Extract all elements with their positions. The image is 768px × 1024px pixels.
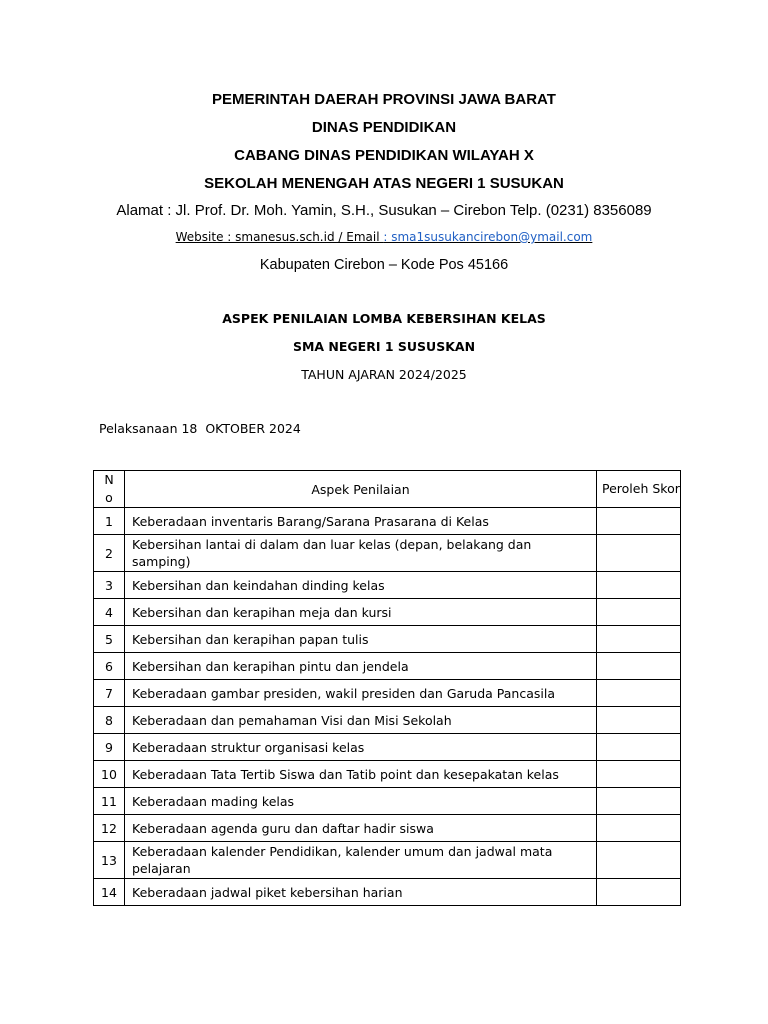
header-no: No [94,471,125,508]
row-number: 11 [94,788,125,815]
header-kabupaten: Kabupaten Cirebon – Kode Pos 45166 [259,257,509,273]
row-aspek: Kebersihan dan kerapihan papan tulis [125,626,597,653]
score-cell[interactable] [597,535,681,572]
row-number: 3 [94,572,125,599]
header-aspek: Aspek Penilaian [125,471,597,508]
table-row [94,815,681,842]
table-row [94,761,681,788]
website-label: Website : smanesus.sch.id / Email [175,230,384,244]
row-number: 9 [94,734,125,761]
header-address: Alamat : Jl. Prof. Dr. Moh. Yamin, S.H., Susukan – Cirebon Telp. (0231) 8356089 [116,202,652,219]
score-cell[interactable] [597,680,681,707]
row-aspek: Kebersihan dan kerapihan pintu dan jendela [125,653,597,680]
score-cell[interactable] [597,572,681,599]
table-row [94,788,681,815]
header-skor: Peroleh Skor [597,471,681,508]
row-number: 12 [94,815,125,842]
row-number: 4 [94,599,125,626]
table-row [94,734,681,761]
score-cell[interactable] [597,761,681,788]
row-number: 6 [94,653,125,680]
row-aspek: Keberadaan dan pemahaman Visi dan Misi Sekolah [125,707,597,734]
row-aspek: Keberadaan kalender Pendidikan, kalender umum dan jadwal mata pelajaran [125,842,597,879]
row-aspek: Keberadaan gambar presiden, wakil presiden dan Garuda Pancasila [125,680,597,707]
row-aspek: Keberadaan struktur organisasi kelas [125,734,597,761]
row-aspek: Keberadaan mading kelas [125,788,597,815]
row-number: 13 [94,842,125,879]
table-row [94,842,681,879]
document-subtitle-year: TAHUN AJARAN 2024/2025 [301,367,467,382]
score-cell[interactable] [597,707,681,734]
score-cell[interactable] [597,626,681,653]
score-cell[interactable] [597,734,681,761]
table-row [94,572,681,599]
table-row [94,707,681,734]
score-cell[interactable] [597,788,681,815]
email-link[interactable]: : sma1susukancirebon@ymail.com [383,230,593,244]
row-number: 8 [94,707,125,734]
header-line-dinas: DINAS PENDIDIKAN [311,119,457,136]
score-cell[interactable] [597,508,681,535]
header-line-cabang: CABANG DINAS PENDIDIKAN WILAYAH X [234,147,534,164]
row-number: 14 [94,879,125,906]
table-row [94,508,681,535]
table-row [94,599,681,626]
score-cell[interactable] [597,599,681,626]
row-aspek: Keberadaan inventaris Barang/Sarana Prasarana di Kelas [125,508,597,535]
table-row [94,680,681,707]
row-aspek: Keberadaan Tata Tertib Siswa dan Tatib point dan kesepakatan kelas [125,761,597,788]
document-subtitle-school: SMA NEGERI 1 SUSUSKAN [292,339,476,354]
score-cell[interactable] [597,815,681,842]
table-row [94,626,681,653]
score-cell[interactable] [597,653,681,680]
row-aspek: Keberadaan agenda guru dan daftar hadir siswa [125,815,597,842]
pelaksanaan-date: Pelaksanaan 18 OKTOBER 2024 [99,421,301,436]
score-cell[interactable] [597,842,681,879]
score-cell[interactable] [597,879,681,906]
row-number: 2 [94,535,125,572]
row-number: 10 [94,761,125,788]
table-row [94,535,681,572]
header-website [0,230,768,244]
row-number: 7 [94,680,125,707]
row-aspek: Kebersihan dan keindahan dinding kelas [125,572,597,599]
table-header-row [94,471,681,508]
row-number: 5 [94,626,125,653]
row-number: 1 [94,508,125,535]
table-row [94,879,681,906]
table-row [94,653,681,680]
row-aspek: Keberadaan jadwal piket kebersihan harian [125,879,597,906]
row-aspek: Kebersihan lantai di dalam dan luar kelas (depan, belakang dan samping) [125,535,597,572]
header-line-government: PEMERINTAH DAERAH PROVINSI JAWA BARAT [212,91,556,108]
header-line-school: SEKOLAH MENENGAH ATAS NEGERI 1 SUSUKAN [204,175,564,192]
row-aspek: Kebersihan dan kerapihan meja dan kursi [125,599,597,626]
document-title: ASPEK PENILAIAN LOMBA KEBERSIHAN KELAS [222,311,546,326]
assessment-table [93,470,681,906]
